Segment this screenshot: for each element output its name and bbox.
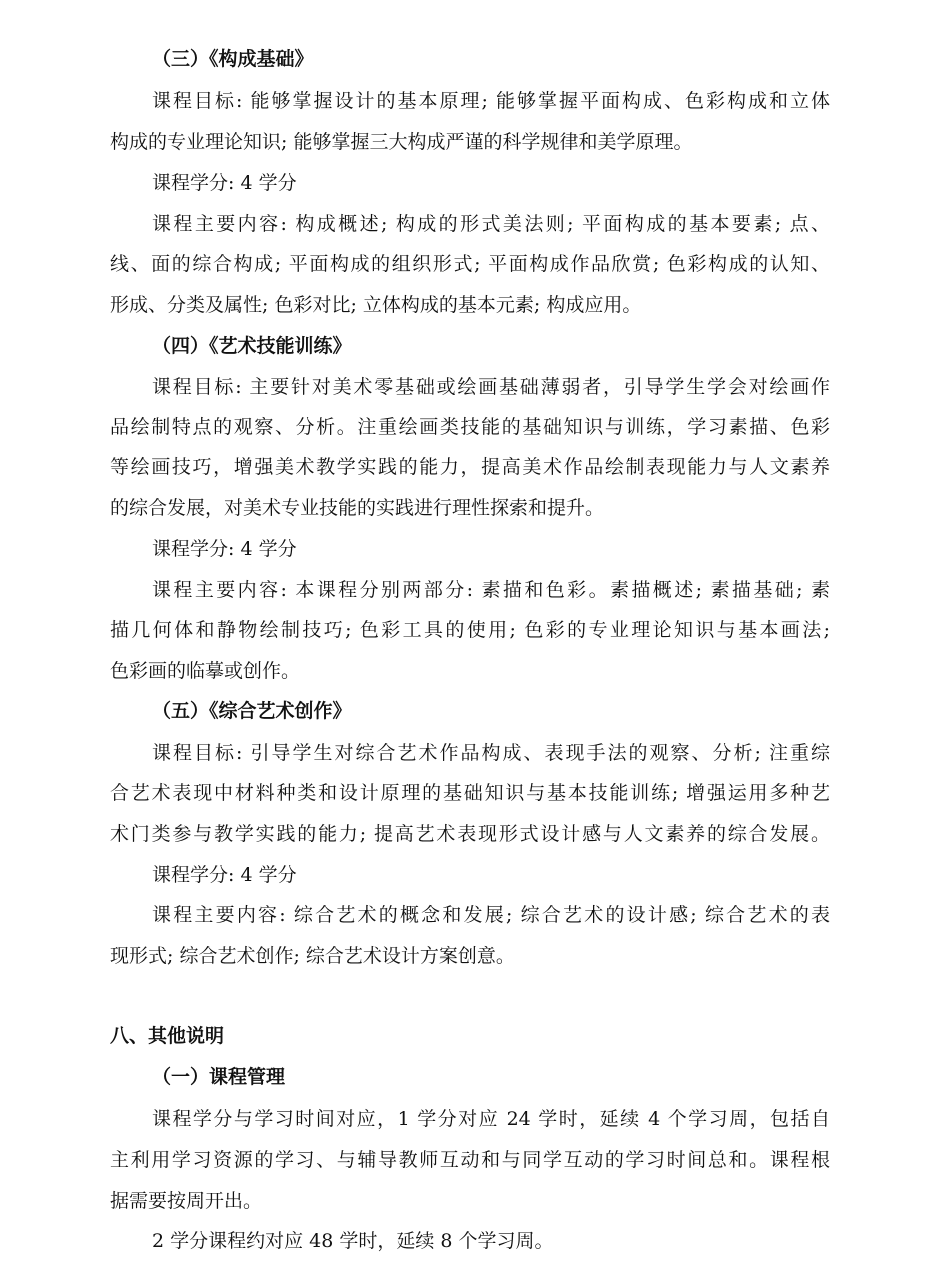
course-goal-line: 课程目标: 主要针对美术零基础或绘画基础薄弱者，引导学生学会对绘画作: [152, 376, 830, 398]
chapter-title: 八、其他说明: [110, 1025, 225, 1047]
course-goal-line: 的综合发展，对美术专业技能的实践进行理性探索和提升。: [110, 497, 605, 519]
paragraph-line: 主利用学习资源的学习、与辅导教师互动和与同学互动的学习时间总和。课程根: [110, 1149, 830, 1171]
course-credit: 课程学分: 4 学分: [152, 172, 297, 194]
course-content-line: 形成、分类及属性; 色彩对比; 立体构成的基本元素; 构成应用。: [110, 294, 642, 316]
paragraph-line: 据需要按周开出。: [110, 1190, 263, 1212]
course-goal-line: 课程目标: 引导学生对综合艺术作品构成、表现手法的观察、分析; 注重综: [152, 742, 830, 764]
course-goal-line: 等绘画技巧，增强美术教学实践的能力，提高美术作品绘制表现能力与人文素养: [110, 456, 830, 478]
paragraph-line: 课程学分与学习时间对应，1 学分对应 24 学时，延续 4 个学习周，包括自: [152, 1108, 830, 1130]
course-goal-line: 课程目标: 能够掌握设计的基本原理; 能够掌握平面构成、色彩构成和立体: [152, 90, 830, 112]
course-content-line: 现形式; 综合艺术创作; 综合艺术设计方案创意。: [110, 945, 515, 967]
course-content-line: 课程主要内容: 综合艺术的概念和发展; 综合艺术的设计感; 综合艺术的表: [152, 904, 830, 926]
section-heading: （三）《构成基础》: [152, 48, 314, 70]
course-content-line: 课程主要内容: 本课程分别两部分: 素描和色彩。素描概述; 素描基础; 素: [152, 579, 830, 601]
course-goal-line: 术门类参与教学实践的能力; 提高艺术表现形式设计感与人文素养的综合发展。: [110, 823, 830, 845]
paragraph-line: 2 学分课程约对应 48 学时，延续 8 个学习周。: [152, 1230, 554, 1252]
course-goal-line: 构成的专业理论知识; 能够掌握三大构成严谨的科学规律和美学原理。: [110, 131, 693, 153]
course-credit: 课程学分: 4 学分: [152, 864, 297, 886]
course-goal-line: 品绘制特点的观察、分析。注重绘画类技能的基础知识与训练，学习素描、色彩: [110, 416, 830, 438]
section-heading: （四）《艺术技能训练》: [152, 335, 352, 357]
course-content-line: 课程主要内容: 构成概述; 构成的形式美法则; 平面构成的基本要素; 点、: [152, 213, 830, 235]
course-goal-line: 合艺术表现中材料种类和设计原理的基础知识与基本技能训练; 增强运用多种艺: [110, 782, 830, 804]
course-content-line: 色彩画的临摹或创作。: [110, 660, 301, 682]
course-content-line: 描几何体和静物绘制技巧; 色彩工具的使用; 色彩的专业理论知识与基本画法;: [110, 619, 830, 641]
course-credit: 课程学分: 4 学分: [152, 538, 297, 560]
section-heading: （一）课程管理: [152, 1066, 286, 1088]
section-heading: （五）《综合艺术创作》: [152, 700, 352, 722]
course-content-line: 线、面的综合构成; 平面构成的组织形式; 平面构成作品欣赏; 色彩构成的认知、: [110, 253, 830, 275]
